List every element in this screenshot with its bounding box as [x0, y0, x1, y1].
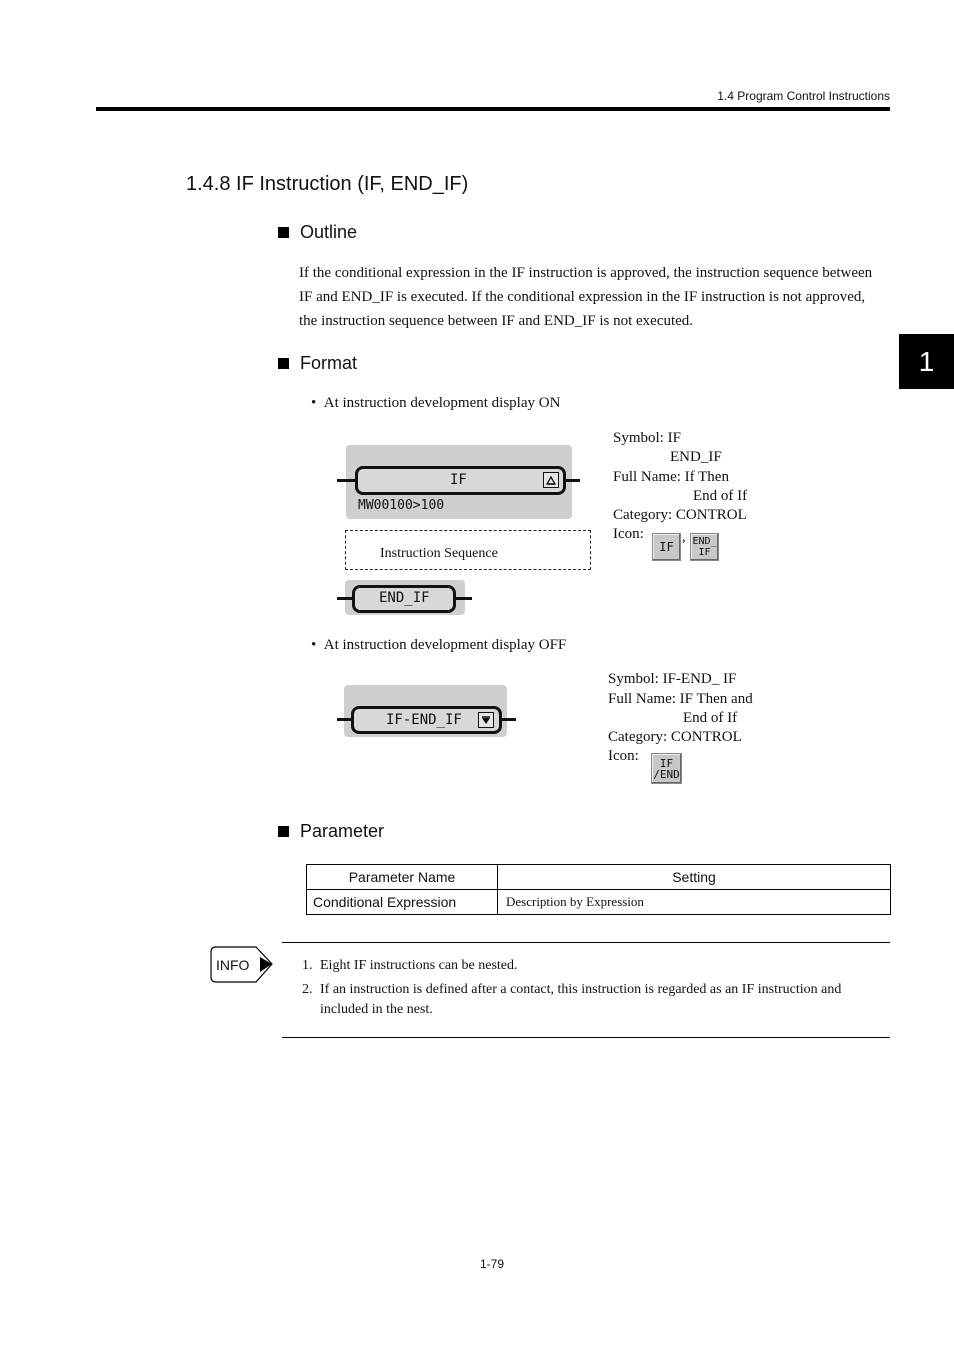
if-toolbar-icon-text: IF — [659, 539, 674, 554]
endif-block-label: END_IF — [379, 590, 430, 606]
expand-triangle-icon[interactable] — [478, 712, 494, 728]
info-item-1-text: Eight IF instructions can be nested. — [320, 958, 518, 973]
column-header-setting: Setting — [498, 865, 891, 890]
heading-bullet-square — [278, 227, 289, 238]
info-item-1-number: 1. — [302, 958, 313, 973]
parameter-heading-label: Parameter — [300, 821, 385, 841]
bullet-dot: • — [311, 395, 324, 411]
format-heading-label: Format — [300, 353, 358, 373]
heading-bullet-square — [278, 826, 289, 837]
if-endif-block-label: IF-END_IF — [386, 712, 462, 728]
fullname-off-line2: End of If — [683, 710, 738, 726]
icon-separator: , — [682, 529, 686, 545]
fullname-on-line2: End of If — [693, 488, 748, 504]
symbol-on-line1: Symbol: IF — [613, 430, 681, 446]
endif-left-wire — [337, 597, 353, 600]
running-header: 1.4 Program Control Instructions — [717, 89, 890, 103]
endif-toolbar-icon-top: END_ — [692, 536, 717, 547]
bullet-dot: • — [311, 637, 324, 653]
icon-on-label: Icon: — [613, 526, 644, 542]
outline-paragraph: If the conditional expression in the IF instruction is approved, the instruction sequence between IF and END_IF is executed. If the conditional expression in the IF instruction is not approved, the instruction sequence between IF and END_IF is not executed. — [299, 265, 873, 329]
page-number: 1-79 — [480, 1257, 505, 1271]
info-bottom-rule — [282, 1037, 890, 1038]
table-row — [307, 890, 891, 915]
bullet-display-off-text: At instruction development display OFF — [323, 637, 567, 653]
bullet-display-on — [311, 395, 560, 412]
fullname-on-line1: Full Name: If Then — [613, 469, 729, 485]
table-header-row — [307, 865, 891, 890]
collapse-triangle-icon[interactable] — [543, 472, 559, 488]
bullet-display-on-text: At instruction development display ON — [323, 395, 561, 411]
outline-heading-label: Outline — [300, 222, 358, 242]
heading-bullet-square — [278, 358, 289, 369]
endif-toolbar-icon[interactable] — [690, 533, 719, 561]
info-item-2-number: 2. — [302, 982, 313, 997]
outline-heading — [278, 222, 357, 243]
info-badge-label: INFO — [216, 957, 250, 973]
endif-toolbar-icon-bottom: IF — [698, 547, 711, 558]
fullname-off-line1: Full Name: IF Then and — [608, 691, 753, 707]
endif-right-wire — [455, 597, 472, 600]
info-top-rule — [282, 942, 890, 943]
category-on: Category: CONTROL — [613, 507, 747, 523]
parameter-heading — [278, 821, 384, 842]
parameter-table — [306, 864, 891, 915]
if-block-label: IF — [450, 472, 467, 488]
header-rule — [96, 107, 890, 111]
if-end-toolbar-icon-bottom: /END — [653, 767, 680, 781]
column-header-parameter-name: Parameter Name — [307, 865, 498, 890]
info-item-2-text: If an instruction is defined after a contact, this instruction is regarded as an IF instruction and included in the nest. — [320, 982, 842, 1017]
if-end-toolbar-icon-top: IF — [659, 756, 674, 770]
if-left-wire — [337, 479, 356, 482]
if-toolbar-icon[interactable] — [652, 533, 681, 561]
symbol-off: Symbol: IF-END_ IF — [608, 671, 737, 687]
instruction-sequence-label: Instruction Sequence — [380, 546, 498, 561]
section-title: 1.4.8 IF Instruction (IF, END_IF) — [186, 173, 469, 195]
category-off: Category: CONTROL — [608, 729, 742, 745]
chapter-tab: 1 — [899, 334, 954, 389]
icon-off-label: Icon: — [608, 748, 639, 764]
if-end-toolbar-icon[interactable] — [651, 753, 682, 784]
condition-expression[interactable]: MW00100>100 — [358, 498, 445, 513]
table-cell-setting: Description by Expression — [498, 890, 891, 915]
bullet-display-off — [311, 637, 566, 654]
symbol-on-line2: END_IF — [670, 449, 722, 465]
table-cell-parameter-name: Conditional Expression — [307, 890, 498, 915]
format-heading — [278, 353, 357, 374]
